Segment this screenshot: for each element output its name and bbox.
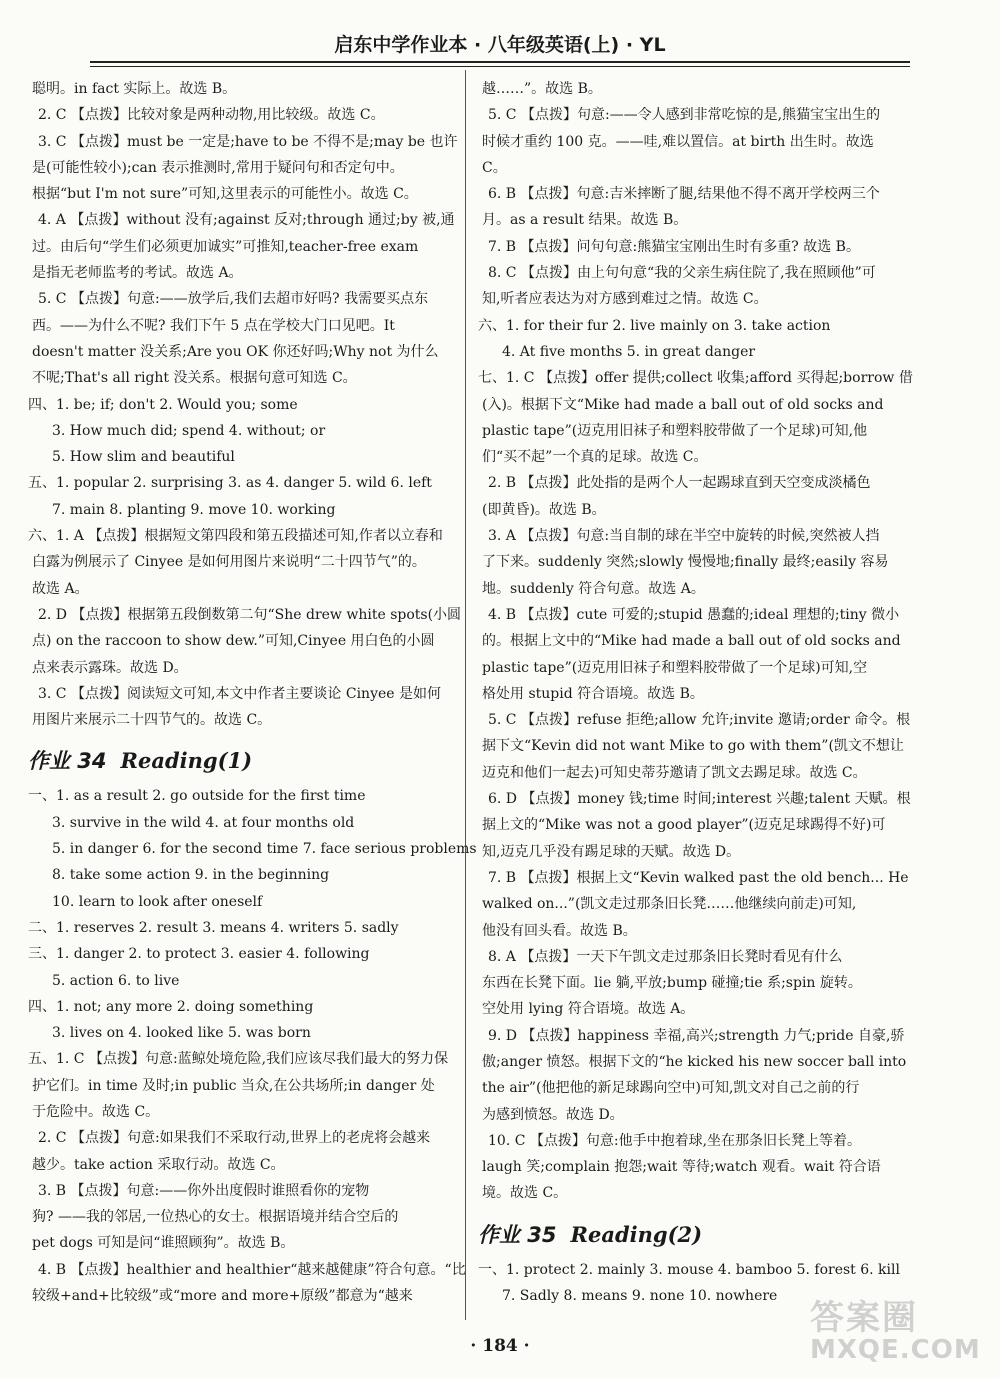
text-line: 故选 A。 [32,580,89,597]
text-line: 东西在长凳下面。lie 躺,平放;bump 碰撞;tie 系;spin 旋转。 [482,975,862,992]
text-line: 4. A 【点拨】without 没有;against 反对;through 通过;by 被,通 [38,212,455,229]
text-line: 5. action 6. to live [52,972,180,989]
watermark-text: 答案圈 [810,1298,918,1338]
text-line: 狗? ——我的邻居,一位热心的女士。根据语境并结合空后的 [32,1209,399,1226]
text-line: 7. B 【点拨】根据上文“Kevin walked past the old bench... He [488,869,909,886]
text-line: 10. learn to look after oneself [52,893,263,910]
text-line: 点) on the raccoon to show dew.”可知,Cinyee 用白色的小圆 [32,633,435,650]
text-line: walked on...”(凯文走过那条旧长凳……他继续向前走)可知, [482,896,857,913]
section-heading-35 [478,1213,918,1257]
text-line: 白露为例展示了 Cinyee 是如何用图片来说明“二十四节气”的。 [32,554,426,571]
text-line: 4. B 【点拨】healthier and healthier“越来越健康”符合句意。“比 [38,1261,466,1278]
text-line: 10. C 【点拨】句意:他手中抱着球,坐在那条旧长凳上等着。 [488,1132,862,1149]
text-line: 4. B 【点拨】cute 可爱的;stupid 愚蠢的;ideal 理想的;tiny 微小 [488,606,900,623]
column-divider [465,70,466,1320]
text-line: 不呢;That's all right 没关系。根据句意可知选 C。 [32,370,357,387]
text-line: 2. C 【点拨】比较对象是两种动物,用比较级。故选 C。 [38,107,385,124]
text-line: 五、1. popular 2. surprising 3. as 4. danger 5. wild 6. left [28,475,432,492]
text-line: 8. C 【点拨】由上句句意“我的父亲生病住院了,我在照顾他”可 [488,265,876,282]
text-line: 3. C 【点拨】阅读短文可知,本文中作者主要谈论 Cinyee 是如何 [38,685,442,702]
heading-label: 作业 34 [28,749,107,774]
text-line: 地。suddenly 符合句意。故选 A。 [482,580,705,597]
text-line: 据下文“Kevin did not want Mike to go with them”(凯文不想让 [482,738,904,755]
text-line: 点来表示露珠。故选 D。 [32,659,188,676]
text-line: C。 [482,159,507,176]
text-line: 傲;anger 愤怒。根据下文的“he kicked his new soccer ball into [482,1053,907,1070]
text-line: 了下来。suddenly 突然;slowly 慢慢地;finally 最终;easily 容易 [482,554,889,571]
text-line: 7. B 【点拨】问句句意:熊猫宝宝刚出生时有多重? 故选 B。 [488,238,860,255]
text-line: 过。由后句“学生们必须更加诚实”可推知,teacher-free exam [32,238,419,255]
text-line: 越……”。故选 B。 [482,81,602,97]
header-rule [90,61,910,63]
text-line: (即黄昏)。故选 B。 [482,501,606,518]
text-line: 是指无老师监考的考试。故选 A。 [32,265,243,282]
text-line: 五、1. C 【点拨】句意:蓝鲸处境危险,我们应该尽我们最大的努力保 [28,1051,449,1068]
text-line: 时候才重约 100 克。——哇,难以置信。at birth 出生时。故选 [482,133,874,150]
text-line: doesn't matter 没关系;Are you OK 你还好吗;Why not 为什么 [32,343,439,360]
page-number: · 184 · [470,1336,530,1356]
text-line: laugh 笑;complain 抱怨;wait 等待;watch 观看。wait 符合语 [482,1159,881,1176]
right-column [478,76,918,1309]
heading-label: 作业 35 [478,1222,557,1247]
heading-title: Reading(2) [570,1221,703,1247]
text-line: 四、1. be; if; don't 2. Would you; some [28,396,298,413]
text-line: 5. How slim and beautiful [52,449,235,466]
text-line: 六、1. for their fur 2. live mainly on 3. take action [478,317,831,334]
text-line: 知,听者应表达为对方感到难过之情。故选 C。 [482,291,768,308]
text-line: (入)。根据下文“Mike had made a ball out of old socks and [482,396,884,413]
text-line: 3. C 【点拨】must be 一定是;have to be 不得不是;may be 也许 [38,133,458,150]
text-line: 为感到愤怒。故选 D。 [482,1106,624,1123]
text-line: 5. C 【点拨】refuse 拒绝;allow 允许;invite 邀请;order 命令。根 [488,712,911,729]
text-line: 越少。take action 采取行动。故选 C。 [32,1156,285,1173]
text-line: 们“买不起”一个真的足球。故选 C。 [482,449,708,466]
text-line: 7. main 8. planting 9. move 10. working [52,501,336,518]
header-rule-thin [90,66,910,67]
text-line: 二、1. reserves 2. result 3. means 4. writers 5. sadly [28,919,399,936]
watermark-logo [810,1290,985,1370]
text-line: the air”(他把他的新足球踢向空中)可知,凯文对自己之前的行 [482,1080,860,1097]
text-line: 用图片来展示二十四节气的。故选 C。 [32,712,272,729]
text-line: 六、1. A 【点拨】根据短文第四段和第五段描述可知,作者以立春和 [28,528,443,545]
text-line: 5. C 【点拨】句意:——放学后,我们去超市好吗? 我需要买点东 [38,291,429,308]
text-line: 是(可能性较小);can 表示推测时,常用于疑问句和否定句中。 [32,159,404,176]
text-line: 七、1. C 【点拨】offer 提供;collect 收集;afford 买得起;borrow 借 [478,370,913,387]
text-line: 一、1. protect 2. mainly 3. mouse 4. bamboo 5. forest 6. kill [478,1261,900,1278]
text-line: 5. C 【点拨】句意:——令人感到非常吃惊的是,熊猫宝宝出生的 [488,107,881,124]
text-line: 据上文的“Mike was not a good player”(迈克足球踢得不好)可 [482,817,886,834]
text-line: 4. At five months 5. in great danger [502,343,756,360]
text-line: 三、1. danger 2. to protect 3. easier 4. following [28,946,370,963]
text-line: 西。——为什么不呢? 我们下午 5 点在学校大门口见吧。It [32,317,395,334]
text-line: 9. D 【点拨】happiness 幸福,高兴;strength 力气;pride 自豪,骄 [488,1027,905,1044]
text-line: 于危险中。故选 C。 [32,1103,160,1120]
header-title: 启东中学作业本 · 八年级英语(上) · YL [334,34,666,56]
text-line: 护它们。in time 及时;in public 当众,在公共场所;in danger 处 [32,1077,435,1094]
text-line: 2. B 【点拨】此处指的是两个人一起踢球直到天空变成淡橘色 [488,475,871,492]
text-line: 一、1. as a result 2. go outside for the first time [28,788,366,805]
text-line: 聪明。in fact 实际上。故选 B。 [32,81,237,97]
text-line: 2. D 【点拨】根据第五段倒数第二句“She drew white spots(小圆 [38,606,462,623]
text-line: 5. in danger 6. for the second time 7. face serious problems [52,841,477,858]
text-line: 3. A 【点拨】句意:当自制的球在半空中旋转的时候,突然被人挡 [488,528,880,545]
text-line: pet dogs 可知是问“谁照顾狗”。故选 B。 [32,1235,295,1252]
text-line: 较级+and+比较级”或“more and more+原级”都意为“越来 [32,1288,413,1305]
text-line: 根据“but I'm not sure”可知,这里表示的可能性小。故选 C。 [32,186,418,203]
watermark-url: MXQE.COM [810,1335,981,1365]
text-line: 3. lives on 4. looked like 5. was born [52,1025,311,1042]
text-line: 的。根据上文中的“Mike had made a ball out of old socks and [482,633,901,650]
section-heading-34 [28,739,458,783]
running-header [90,30,910,64]
text-line: 6. D 【点拨】money 钱;time 时间;interest 兴趣;talent 天赋。根 [488,791,911,808]
text-line: 他没有回头看。故选 B。 [482,922,637,939]
text-line: 迈克和他们一起去)可知史蒂芬邀请了凯文去踢足球。故选 C。 [482,764,867,781]
text-line: 3. survive in the wild 4. at four months old [52,814,355,831]
text-line: plastic tape”(迈克用旧袜子和塑料胶带做了一个足球)可知,空 [482,659,868,676]
left-column [28,76,477,1309]
text-line: 7. Sadly 8. means 9. none 10. nowhere [502,1288,778,1305]
text-line: 空处用 lying 符合语境。故选 A。 [482,1001,695,1018]
text-line: 8. take some action 9. in the beginning [52,867,330,884]
text-line: 6. B 【点拨】句意:吉米摔断了腿,结果他不得不离开学校两三个 [488,186,880,203]
text-line: 3. How much did; spend 4. without; or [52,422,326,439]
text-line: 境。故选 C。 [482,1185,568,1202]
text-line: 2. C 【点拨】句意:如果我们不采取行动,世界上的老虎将会越来 [38,1130,431,1147]
text-line: 知,迈克几乎没有踢足球的天赋。故选 D。 [482,843,741,860]
text-line: 月。as a result 结果。故选 B。 [482,212,688,229]
text-line: 四、1. not; any more 2. doing something [28,998,314,1015]
text-line: 8. A 【点拨】一天下午凯文走过那条旧长凳时看见有什么 [488,948,843,965]
text-line: 格处用 stupid 符合语境。故选 B。 [482,685,704,702]
text-line: plastic tape”(迈克用旧袜子和塑料胶带做了一个足球)可知,他 [482,422,868,439]
heading-title: Reading(1) [120,748,253,774]
text-line: 3. B 【点拨】句意:——你外出度假时谁照看你的宠物 [38,1182,370,1199]
